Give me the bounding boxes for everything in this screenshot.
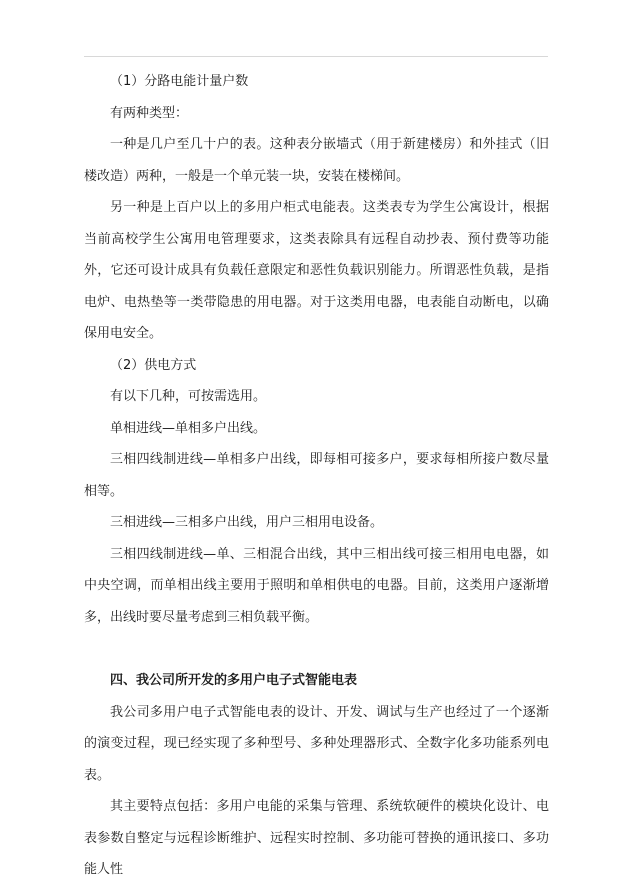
paragraph: 另一种是上百户以上的多用户柜式电能表。这类表专为学生公寓设计，根据当前高校学生公寓用电管理要求，这类表除具有远程自动抄表、预付费等功能外，它还可设计成具有负载任意限定和恶性负载识别能力。所谓恶性负载，是指电炉、电热垫等一类带隐患的用电器。对于这类用电器，电表能自动断电，以确保用电安全。 [84,200,549,341]
subheading-power-supply: （2）供电方式 [110,357,197,373]
paragraph: 三相四线制进线—单、三相混合出线，其中三相出线可接三相用电电器，如中央空调，而单相出线主要用于照明和单相供电的电器。目前，这类用户逐渐增多，出线时要尽量考虑到三相负载平衡。 [84,546,549,625]
paragraph: 我公司多用户电子式智能电表的设计、开发、调试与生产也经过了一个逐渐的演变过程，现已经实现了多种型号、多种处理器形式、全数字化多功能系列电表。 [84,704,549,783]
paragraph: 有以下几种，可按需选用。 [110,389,267,404]
paragraph: 一种是几户至几十户的表。这种表分嵌墙式（用于新建楼房）和外挂式（旧楼改造）两种，一般是一个单元装一块，安装在楼梯间。 [84,137,549,184]
paragraph: 三相四线制进线—单相多户出线，即每相可接多户，要求每相所接户数尽量相等。 [84,452,549,499]
subheading-metering-households: （1）分路电能计量户数 [110,74,249,89]
section-heading: 四、我公司所开发的多用户电子式智能电表 [110,673,358,688]
paragraph: 有两种类型： [110,105,189,121]
section-spacer [84,633,549,665]
paragraph: 单相进线—单相多户出线。 [110,420,267,436]
document-body [84,66,549,886]
paragraph: 三相进线—三相多户出线，用户三相用电设备。 [110,515,384,530]
paragraph: 其主要特点包括：多用户电能的采集与管理、系统软硬件的模块化设计、电表参数自整定与远程诊断维护、远程实时控制、多功能可替换的通讯接口、多功能人性 [84,799,549,877]
header-rule [84,56,548,57]
